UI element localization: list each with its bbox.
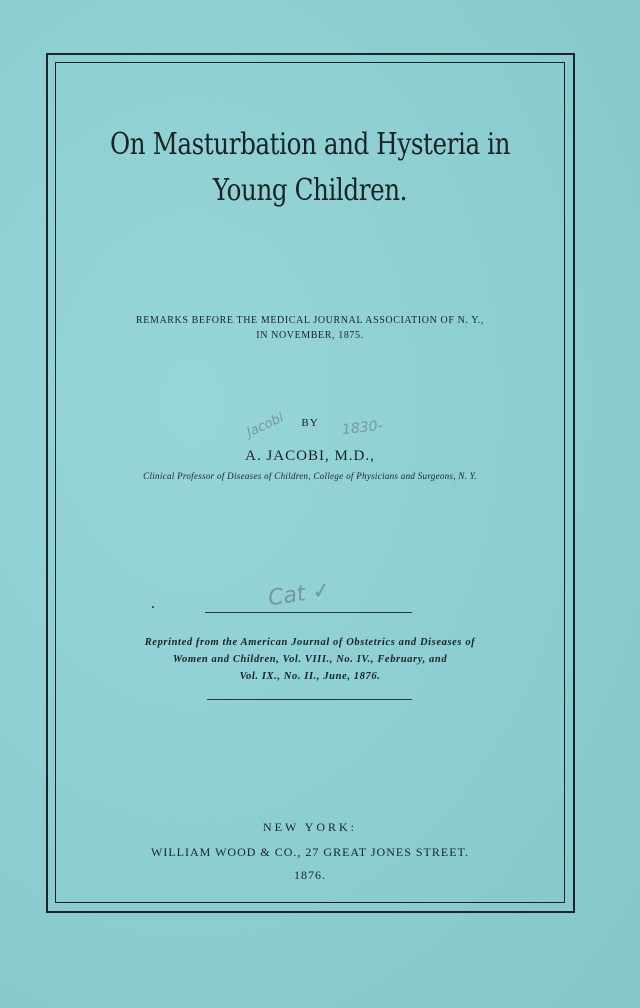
- publisher: WILLIAM WOOD & CO., 27 GREAT JONES STREET.: [151, 845, 469, 859]
- title-line-1: On Masturbation and Hysteria in: [109, 127, 511, 162]
- reprint-line-3: Vol. IX., No. II., June, 1876.: [239, 671, 381, 682]
- remarks-line-1: REMARKS BEFORE THE MEDICAL JOURNAL ASSOCIATION OF N. Y.,: [136, 315, 484, 326]
- reprint-line-2: Women and Children, Vol. VIII., No. IV., February, and: [172, 654, 448, 665]
- publication-place: NEW YORK:: [263, 820, 357, 834]
- divider-top: [205, 612, 412, 613]
- by-label: BY: [301, 417, 319, 429]
- handwritten-note-name: Jacobi: [244, 410, 287, 441]
- remarks-line-2: IN NOVEMBER, 1875.: [256, 330, 364, 341]
- handwritten-note-cat: Cat ✓: [266, 577, 333, 612]
- author-affiliation: Clinical Professor of Diseases of Children, College of Physicians and Surgeons, N. Y.: [143, 471, 477, 481]
- title-line-2: Young Children.: [212, 173, 408, 208]
- handwritten-note-year: 1830-: [341, 417, 384, 439]
- ink-dot: [152, 606, 154, 608]
- reprint-notice: [55, 634, 565, 685]
- divider-bottom: [207, 699, 412, 700]
- reprint-line-1: Reprinted from the American Journal of Obstetrics and Diseases of: [144, 637, 476, 648]
- author-name: A. JACOBI, M.D.,: [245, 448, 375, 464]
- publication-year: 1876.: [294, 868, 326, 882]
- document-title: [101, 122, 519, 214]
- remarks: [55, 313, 565, 343]
